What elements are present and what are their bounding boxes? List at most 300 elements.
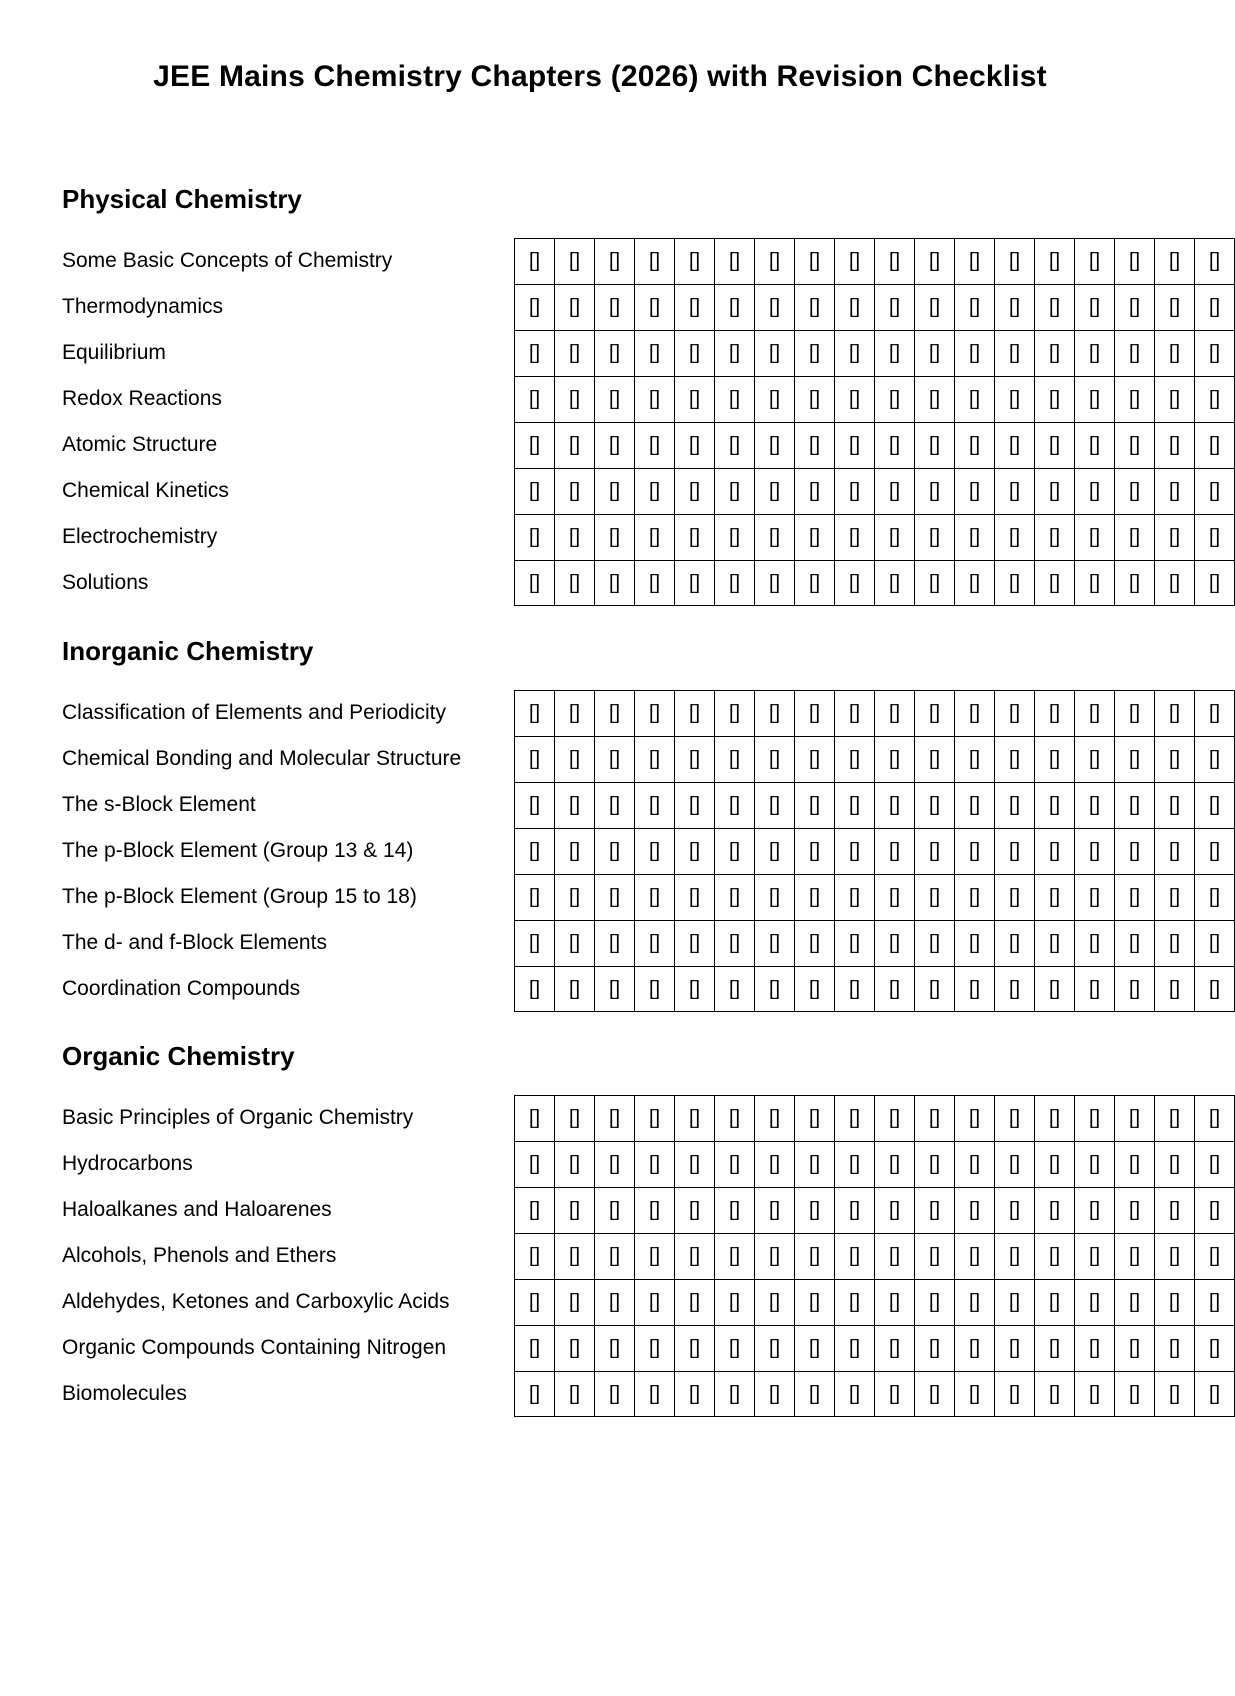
revision-checkbox[interactable]: [] — [1075, 1372, 1115, 1416]
revision-checkbox[interactable]: [] — [995, 377, 1035, 422]
revision-checkbox[interactable]: [] — [555, 1326, 595, 1371]
revision-checkbox[interactable]: [] — [675, 1188, 715, 1233]
revision-checkbox[interactable]: [] — [995, 561, 1035, 605]
revision-checkbox[interactable]: [] — [835, 1326, 875, 1371]
revision-checkbox[interactable]: [] — [755, 561, 795, 605]
revision-checkbox[interactable]: [] — [1195, 377, 1235, 422]
revision-checkbox[interactable]: [] — [795, 331, 835, 376]
revision-checkbox[interactable]: [] — [835, 1096, 875, 1141]
revision-checkbox[interactable]: [] — [635, 515, 675, 560]
revision-checkbox[interactable]: [] — [995, 875, 1035, 920]
revision-checkbox[interactable]: [] — [1195, 691, 1235, 736]
revision-checkbox[interactable]: [] — [1035, 331, 1075, 376]
revision-checkbox[interactable]: [] — [755, 875, 795, 920]
revision-checkbox[interactable]: [] — [835, 1142, 875, 1187]
revision-checkbox[interactable]: [] — [1035, 515, 1075, 560]
revision-checkbox[interactable]: [] — [1195, 515, 1235, 560]
revision-checkbox[interactable]: [] — [595, 783, 635, 828]
revision-checkbox[interactable]: [] — [1075, 921, 1115, 966]
revision-checkbox[interactable]: [] — [555, 377, 595, 422]
revision-checkbox[interactable]: [] — [1195, 285, 1235, 330]
revision-checkbox[interactable]: [] — [1195, 921, 1235, 966]
revision-checkbox[interactable]: [] — [1195, 875, 1235, 920]
revision-checkbox[interactable]: [] — [795, 921, 835, 966]
revision-checkbox[interactable]: [] — [595, 829, 635, 874]
revision-checkbox[interactable]: [] — [715, 331, 755, 376]
revision-checkbox[interactable]: [] — [915, 1234, 955, 1279]
revision-checkbox[interactable]: [] — [715, 783, 755, 828]
revision-checkbox[interactable]: [] — [1155, 691, 1195, 736]
revision-checkbox[interactable]: [] — [1115, 1280, 1155, 1325]
revision-checkbox[interactable]: [] — [555, 1142, 595, 1187]
revision-checkbox[interactable]: [] — [915, 239, 955, 284]
revision-checkbox[interactable]: [] — [755, 1188, 795, 1233]
revision-checkbox[interactable]: [] — [1035, 875, 1075, 920]
revision-checkbox[interactable]: [] — [995, 1142, 1035, 1187]
revision-checkbox[interactable]: [] — [515, 1142, 555, 1187]
revision-checkbox[interactable]: [] — [1035, 1142, 1075, 1187]
revision-checkbox[interactable]: [] — [515, 1234, 555, 1279]
revision-checkbox[interactable]: [] — [835, 691, 875, 736]
revision-checkbox[interactable]: [] — [1075, 1142, 1115, 1187]
revision-checkbox[interactable]: [] — [835, 1234, 875, 1279]
revision-checkbox[interactable]: [] — [1195, 1280, 1235, 1325]
revision-checkbox[interactable]: [] — [955, 783, 995, 828]
revision-checkbox[interactable]: [] — [555, 967, 595, 1011]
revision-checkbox[interactable]: [] — [1075, 1280, 1115, 1325]
revision-checkbox[interactable]: [] — [795, 1234, 835, 1279]
revision-checkbox[interactable]: [] — [635, 783, 675, 828]
revision-checkbox[interactable]: [] — [1035, 561, 1075, 605]
revision-checkbox[interactable]: [] — [515, 1326, 555, 1371]
revision-checkbox[interactable]: [] — [995, 515, 1035, 560]
revision-checkbox[interactable]: [] — [555, 469, 595, 514]
revision-checkbox[interactable]: [] — [1035, 1280, 1075, 1325]
revision-checkbox[interactable]: [] — [1155, 1234, 1195, 1279]
revision-checkbox[interactable]: [] — [835, 921, 875, 966]
revision-checkbox[interactable]: [] — [1195, 239, 1235, 284]
revision-checkbox[interactable]: [] — [795, 1280, 835, 1325]
revision-checkbox[interactable]: [] — [715, 469, 755, 514]
revision-checkbox[interactable]: [] — [675, 921, 715, 966]
revision-checkbox[interactable]: [] — [555, 875, 595, 920]
revision-checkbox[interactable]: [] — [955, 515, 995, 560]
revision-checkbox[interactable]: [] — [875, 1280, 915, 1325]
revision-checkbox[interactable]: [] — [955, 423, 995, 468]
revision-checkbox[interactable]: [] — [675, 875, 715, 920]
revision-checkbox[interactable]: [] — [715, 737, 755, 782]
revision-checkbox[interactable]: [] — [1155, 423, 1195, 468]
revision-checkbox[interactable]: [] — [1155, 561, 1195, 605]
revision-checkbox[interactable]: [] — [995, 1096, 1035, 1141]
revision-checkbox[interactable]: [] — [1155, 1280, 1195, 1325]
revision-checkbox[interactable]: [] — [955, 1234, 995, 1279]
revision-checkbox[interactable]: [] — [755, 331, 795, 376]
revision-checkbox[interactable]: [] — [515, 423, 555, 468]
revision-checkbox[interactable]: [] — [755, 737, 795, 782]
revision-checkbox[interactable]: [] — [595, 967, 635, 1011]
revision-checkbox[interactable]: [] — [555, 783, 595, 828]
revision-checkbox[interactable]: [] — [715, 515, 755, 560]
revision-checkbox[interactable]: [] — [795, 1372, 835, 1416]
revision-checkbox[interactable]: [] — [1035, 1372, 1075, 1416]
revision-checkbox[interactable]: [] — [1155, 829, 1195, 874]
revision-checkbox[interactable]: [] — [675, 829, 715, 874]
revision-checkbox[interactable]: [] — [675, 1326, 715, 1371]
revision-checkbox[interactable]: [] — [875, 1096, 915, 1141]
revision-checkbox[interactable]: [] — [1075, 469, 1115, 514]
revision-checkbox[interactable]: [] — [1195, 967, 1235, 1011]
revision-checkbox[interactable]: [] — [515, 469, 555, 514]
revision-checkbox[interactable]: [] — [1115, 1142, 1155, 1187]
revision-checkbox[interactable]: [] — [715, 1096, 755, 1141]
revision-checkbox[interactable]: [] — [1195, 1096, 1235, 1141]
revision-checkbox[interactable]: [] — [675, 561, 715, 605]
revision-checkbox[interactable]: [] — [875, 285, 915, 330]
revision-checkbox[interactable]: [] — [1155, 1142, 1195, 1187]
revision-checkbox[interactable]: [] — [995, 423, 1035, 468]
revision-checkbox[interactable]: [] — [555, 239, 595, 284]
revision-checkbox[interactable]: [] — [515, 921, 555, 966]
revision-checkbox[interactable]: [] — [795, 875, 835, 920]
revision-checkbox[interactable]: [] — [715, 829, 755, 874]
revision-checkbox[interactable]: [] — [955, 561, 995, 605]
revision-checkbox[interactable]: [] — [715, 561, 755, 605]
revision-checkbox[interactable]: [] — [755, 1280, 795, 1325]
revision-checkbox[interactable]: [] — [755, 423, 795, 468]
revision-checkbox[interactable]: [] — [515, 239, 555, 284]
revision-checkbox[interactable]: [] — [1075, 1096, 1115, 1141]
revision-checkbox[interactable]: [] — [955, 1096, 995, 1141]
revision-checkbox[interactable]: [] — [1075, 377, 1115, 422]
revision-checkbox[interactable]: [] — [555, 1096, 595, 1141]
revision-checkbox[interactable]: [] — [595, 1326, 635, 1371]
revision-checkbox[interactable]: [] — [1155, 921, 1195, 966]
revision-checkbox[interactable]: [] — [995, 737, 1035, 782]
revision-checkbox[interactable]: [] — [515, 561, 555, 605]
revision-checkbox[interactable]: [] — [1155, 1096, 1195, 1141]
revision-checkbox[interactable]: [] — [1155, 285, 1195, 330]
revision-checkbox[interactable]: [] — [1115, 737, 1155, 782]
revision-checkbox[interactable]: [] — [675, 423, 715, 468]
revision-checkbox[interactable]: [] — [795, 737, 835, 782]
revision-checkbox[interactable]: [] — [515, 515, 555, 560]
revision-checkbox[interactable]: [] — [1155, 1326, 1195, 1371]
revision-checkbox[interactable]: [] — [755, 1096, 795, 1141]
revision-checkbox[interactable]: [] — [835, 875, 875, 920]
revision-checkbox[interactable]: [] — [595, 737, 635, 782]
revision-checkbox[interactable]: [] — [1195, 423, 1235, 468]
revision-checkbox[interactable]: [] — [1195, 829, 1235, 874]
revision-checkbox[interactable]: [] — [1075, 1188, 1115, 1233]
revision-checkbox[interactable]: [] — [675, 1372, 715, 1416]
revision-checkbox[interactable]: [] — [1075, 239, 1115, 284]
revision-checkbox[interactable]: [] — [555, 1188, 595, 1233]
revision-checkbox[interactable]: [] — [555, 1280, 595, 1325]
revision-checkbox[interactable]: [] — [1035, 921, 1075, 966]
revision-checkbox[interactable]: [] — [755, 239, 795, 284]
revision-checkbox[interactable]: [] — [555, 737, 595, 782]
revision-checkbox[interactable]: [] — [995, 921, 1035, 966]
revision-checkbox[interactable]: [] — [955, 921, 995, 966]
revision-checkbox[interactable]: [] — [875, 921, 915, 966]
revision-checkbox[interactable]: [] — [1155, 875, 1195, 920]
revision-checkbox[interactable]: [] — [1195, 737, 1235, 782]
revision-checkbox[interactable]: [] — [1115, 1188, 1155, 1233]
revision-checkbox[interactable]: [] — [595, 239, 635, 284]
revision-checkbox[interactable]: [] — [835, 515, 875, 560]
revision-checkbox[interactable]: [] — [955, 829, 995, 874]
revision-checkbox[interactable]: [] — [595, 1188, 635, 1233]
revision-checkbox[interactable]: [] — [1075, 423, 1115, 468]
revision-checkbox[interactable]: [] — [995, 967, 1035, 1011]
revision-checkbox[interactable]: [] — [795, 515, 835, 560]
revision-checkbox[interactable]: [] — [1035, 1326, 1075, 1371]
revision-checkbox[interactable]: [] — [875, 377, 915, 422]
revision-checkbox[interactable]: [] — [875, 515, 915, 560]
revision-checkbox[interactable]: [] — [595, 515, 635, 560]
revision-checkbox[interactable]: [] — [915, 1372, 955, 1416]
revision-checkbox[interactable]: [] — [1155, 737, 1195, 782]
revision-checkbox[interactable]: [] — [595, 285, 635, 330]
revision-checkbox[interactable]: [] — [715, 1372, 755, 1416]
revision-checkbox[interactable]: [] — [1035, 1188, 1075, 1233]
revision-checkbox[interactable]: [] — [515, 331, 555, 376]
revision-checkbox[interactable]: [] — [835, 469, 875, 514]
revision-checkbox[interactable]: [] — [955, 691, 995, 736]
revision-checkbox[interactable]: [] — [915, 1326, 955, 1371]
revision-checkbox[interactable]: [] — [555, 829, 595, 874]
revision-checkbox[interactable]: [] — [1035, 377, 1075, 422]
revision-checkbox[interactable]: [] — [915, 1096, 955, 1141]
revision-checkbox[interactable]: [] — [1155, 783, 1195, 828]
revision-checkbox[interactable]: [] — [715, 239, 755, 284]
revision-checkbox[interactable]: [] — [795, 1188, 835, 1233]
revision-checkbox[interactable]: [] — [1115, 1096, 1155, 1141]
revision-checkbox[interactable]: [] — [875, 1234, 915, 1279]
revision-checkbox[interactable]: [] — [1035, 783, 1075, 828]
revision-checkbox[interactable]: [] — [835, 1188, 875, 1233]
revision-checkbox[interactable]: [] — [1075, 1234, 1115, 1279]
revision-checkbox[interactable]: [] — [755, 285, 795, 330]
revision-checkbox[interactable]: [] — [595, 1096, 635, 1141]
revision-checkbox[interactable]: [] — [875, 331, 915, 376]
revision-checkbox[interactable]: [] — [795, 1096, 835, 1141]
revision-checkbox[interactable]: [] — [1115, 691, 1155, 736]
revision-checkbox[interactable]: [] — [555, 561, 595, 605]
revision-checkbox[interactable]: [] — [1115, 921, 1155, 966]
revision-checkbox[interactable]: [] — [635, 1234, 675, 1279]
revision-checkbox[interactable]: [] — [675, 737, 715, 782]
revision-checkbox[interactable]: [] — [515, 1372, 555, 1416]
revision-checkbox[interactable]: [] — [715, 875, 755, 920]
revision-checkbox[interactable]: [] — [1075, 829, 1115, 874]
revision-checkbox[interactable]: [] — [1035, 737, 1075, 782]
revision-checkbox[interactable]: [] — [635, 691, 675, 736]
revision-checkbox[interactable]: [] — [515, 377, 555, 422]
revision-checkbox[interactable]: [] — [1195, 1372, 1235, 1416]
revision-checkbox[interactable]: [] — [795, 469, 835, 514]
revision-checkbox[interactable]: [] — [595, 1372, 635, 1416]
revision-checkbox[interactable]: [] — [595, 691, 635, 736]
revision-checkbox[interactable]: [] — [795, 239, 835, 284]
revision-checkbox[interactable]: [] — [715, 1280, 755, 1325]
revision-checkbox[interactable]: [] — [915, 691, 955, 736]
revision-checkbox[interactable]: [] — [995, 469, 1035, 514]
revision-checkbox[interactable]: [] — [915, 561, 955, 605]
revision-checkbox[interactable]: [] — [1155, 239, 1195, 284]
revision-checkbox[interactable]: [] — [915, 1142, 955, 1187]
revision-checkbox[interactable]: [] — [635, 1188, 675, 1233]
revision-checkbox[interactable]: [] — [995, 239, 1035, 284]
revision-checkbox[interactable]: [] — [915, 967, 955, 1011]
revision-checkbox[interactable]: [] — [755, 1372, 795, 1416]
revision-checkbox[interactable]: [] — [955, 967, 995, 1011]
revision-checkbox[interactable]: [] — [915, 515, 955, 560]
revision-checkbox[interactable]: [] — [675, 783, 715, 828]
revision-checkbox[interactable]: [] — [1075, 783, 1115, 828]
revision-checkbox[interactable]: [] — [875, 469, 915, 514]
revision-checkbox[interactable]: [] — [1035, 285, 1075, 330]
revision-checkbox[interactable]: [] — [515, 829, 555, 874]
revision-checkbox[interactable]: [] — [1075, 561, 1115, 605]
revision-checkbox[interactable]: [] — [515, 691, 555, 736]
revision-checkbox[interactable]: [] — [675, 515, 715, 560]
revision-checkbox[interactable]: [] — [955, 1188, 995, 1233]
revision-checkbox[interactable]: [] — [875, 875, 915, 920]
revision-checkbox[interactable]: [] — [515, 967, 555, 1011]
revision-checkbox[interactable]: [] — [795, 829, 835, 874]
revision-checkbox[interactable]: [] — [1115, 561, 1155, 605]
revision-checkbox[interactable]: [] — [675, 285, 715, 330]
revision-checkbox[interactable]: [] — [755, 829, 795, 874]
revision-checkbox[interactable]: [] — [995, 783, 1035, 828]
revision-checkbox[interactable]: [] — [875, 1372, 915, 1416]
revision-checkbox[interactable]: [] — [955, 875, 995, 920]
revision-checkbox[interactable]: [] — [595, 1142, 635, 1187]
revision-checkbox[interactable]: [] — [515, 1096, 555, 1141]
revision-checkbox[interactable]: [] — [1075, 515, 1115, 560]
revision-checkbox[interactable]: [] — [715, 1326, 755, 1371]
revision-checkbox[interactable]: [] — [915, 783, 955, 828]
revision-checkbox[interactable]: [] — [555, 331, 595, 376]
revision-checkbox[interactable]: [] — [1115, 875, 1155, 920]
revision-checkbox[interactable]: [] — [635, 331, 675, 376]
revision-checkbox[interactable]: [] — [515, 285, 555, 330]
revision-checkbox[interactable]: [] — [675, 469, 715, 514]
revision-checkbox[interactable]: [] — [875, 737, 915, 782]
revision-checkbox[interactable]: [] — [635, 239, 675, 284]
revision-checkbox[interactable]: [] — [795, 691, 835, 736]
revision-checkbox[interactable]: [] — [835, 377, 875, 422]
revision-checkbox[interactable]: [] — [1115, 1326, 1155, 1371]
revision-checkbox[interactable]: [] — [555, 423, 595, 468]
revision-checkbox[interactable]: [] — [755, 1326, 795, 1371]
revision-checkbox[interactable]: [] — [835, 561, 875, 605]
revision-checkbox[interactable]: [] — [1035, 829, 1075, 874]
revision-checkbox[interactable]: [] — [1035, 239, 1075, 284]
revision-checkbox[interactable]: [] — [555, 1234, 595, 1279]
revision-checkbox[interactable]: [] — [1195, 1326, 1235, 1371]
revision-checkbox[interactable]: [] — [875, 829, 915, 874]
revision-checkbox[interactable]: [] — [755, 921, 795, 966]
revision-checkbox[interactable]: [] — [755, 377, 795, 422]
revision-checkbox[interactable]: [] — [595, 331, 635, 376]
revision-checkbox[interactable]: [] — [635, 423, 675, 468]
revision-checkbox[interactable]: [] — [1155, 331, 1195, 376]
revision-checkbox[interactable]: [] — [1115, 967, 1155, 1011]
revision-checkbox[interactable]: [] — [595, 469, 635, 514]
revision-checkbox[interactable]: [] — [1075, 331, 1115, 376]
revision-checkbox[interactable]: [] — [1155, 1188, 1195, 1233]
revision-checkbox[interactable]: [] — [595, 423, 635, 468]
revision-checkbox[interactable]: [] — [1195, 783, 1235, 828]
revision-checkbox[interactable]: [] — [955, 331, 995, 376]
revision-checkbox[interactable]: [] — [835, 1372, 875, 1416]
revision-checkbox[interactable]: [] — [755, 691, 795, 736]
revision-checkbox[interactable]: [] — [1075, 285, 1115, 330]
revision-checkbox[interactable]: [] — [1155, 469, 1195, 514]
revision-checkbox[interactable]: [] — [995, 285, 1035, 330]
revision-checkbox[interactable]: [] — [1195, 1142, 1235, 1187]
revision-checkbox[interactable]: [] — [755, 967, 795, 1011]
revision-checkbox[interactable]: [] — [915, 829, 955, 874]
revision-checkbox[interactable]: [] — [555, 691, 595, 736]
revision-checkbox[interactable]: [] — [915, 469, 955, 514]
revision-checkbox[interactable]: [] — [1115, 1372, 1155, 1416]
revision-checkbox[interactable]: [] — [875, 1142, 915, 1187]
revision-checkbox[interactable]: [] — [635, 829, 675, 874]
revision-checkbox[interactable]: [] — [875, 783, 915, 828]
revision-checkbox[interactable]: [] — [1115, 1234, 1155, 1279]
revision-checkbox[interactable]: [] — [715, 1188, 755, 1233]
revision-checkbox[interactable]: [] — [995, 1372, 1035, 1416]
revision-checkbox[interactable]: [] — [875, 423, 915, 468]
revision-checkbox[interactable]: [] — [835, 331, 875, 376]
revision-checkbox[interactable]: [] — [1075, 1326, 1115, 1371]
revision-checkbox[interactable]: [] — [795, 423, 835, 468]
revision-checkbox[interactable]: [] — [915, 737, 955, 782]
revision-checkbox[interactable]: [] — [1115, 515, 1155, 560]
revision-checkbox[interactable]: [] — [1115, 423, 1155, 468]
revision-checkbox[interactable]: [] — [1195, 469, 1235, 514]
revision-checkbox[interactable]: [] — [1155, 967, 1195, 1011]
revision-checkbox[interactable]: [] — [835, 239, 875, 284]
revision-checkbox[interactable]: [] — [995, 1234, 1035, 1279]
revision-checkbox[interactable]: [] — [715, 285, 755, 330]
revision-checkbox[interactable]: [] — [915, 285, 955, 330]
revision-checkbox[interactable]: [] — [1075, 875, 1115, 920]
revision-checkbox[interactable]: [] — [835, 423, 875, 468]
revision-checkbox[interactable]: [] — [835, 737, 875, 782]
revision-checkbox[interactable]: [] — [1115, 285, 1155, 330]
revision-checkbox[interactable]: [] — [915, 377, 955, 422]
revision-checkbox[interactable]: [] — [675, 1280, 715, 1325]
revision-checkbox[interactable]: [] — [995, 1188, 1035, 1233]
revision-checkbox[interactable]: [] — [915, 921, 955, 966]
revision-checkbox[interactable]: [] — [915, 1188, 955, 1233]
revision-checkbox[interactable]: [] — [635, 1326, 675, 1371]
revision-checkbox[interactable]: [] — [1155, 377, 1195, 422]
revision-checkbox[interactable]: [] — [635, 561, 675, 605]
revision-checkbox[interactable]: [] — [1035, 1096, 1075, 1141]
revision-checkbox[interactable]: [] — [955, 1326, 995, 1371]
revision-checkbox[interactable]: [] — [675, 1096, 715, 1141]
revision-checkbox[interactable]: [] — [715, 423, 755, 468]
revision-checkbox[interactable]: [] — [515, 1188, 555, 1233]
revision-checkbox[interactable]: [] — [995, 829, 1035, 874]
revision-checkbox[interactable]: [] — [635, 285, 675, 330]
